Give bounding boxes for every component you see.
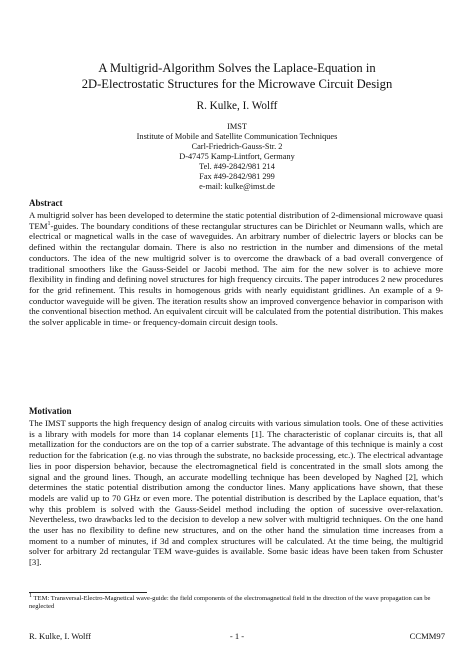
footer-authors: R. Kulke, I. Wolff	[29, 631, 92, 641]
affiliation-city: D-47475 Kamp-Lintfort, Germany	[179, 152, 295, 162]
footnote-marker: 1	[29, 592, 32, 599]
affiliation-block	[40, 122, 434, 192]
affiliation-email: e-mail: kulke@imst.de	[199, 182, 275, 192]
motivation-paragraph: The IMST supports the high frequency design of analog circuits with various simulation tools. One of these activities is a library with models for more than 14 coplanar elements [1]. The characteristic of coplanar circuits is, that all metallization for the conductors are on the top of a carrier substrate. The advantage of this technique is mainly a cost reduction for the fabrication (e.g. no vias through the substrate, no backside processing, etc.). The electrical advantage lies in poor dispersion behavior, because the electromagnetical field is concentrated in the small slots among the signal and the ground lines. Though, an accurate modelling technique has been developed by Naghed [2], which determines the static potential distribution among the conductor lines. Many applications have shown, that these models are valid up to 70 GHz or even more. The potential distribution is described by the Laplace equation, that’s why this problem is solved with the Gauss-Seidel method including the option of sucessive over-relaxation. Nevertheless, two drawbacks led to the decision to develop a new solver with multigrid techniques. On the one hand the user has no flexibility to define new structures, and on the other hand the simulation time increases from a moment to a number of minutes, if 3d and complex structures will be calculated. At the time being, the multigrid solver for arbitrary 2d rectangular TEM wave-guides is available. Some basic ideas have been taken from Schuster [3].	[29, 418, 443, 568]
abstract-text-start: A multigrid solver has been developed to determine the static potential distribution of 2-dimensional microwave quasi TEM	[29, 210, 443, 231]
footnote	[29, 592, 449, 612]
abstract-heading: Abstract	[29, 198, 63, 208]
author-list: R. Kulke, I. Wolff	[196, 100, 278, 112]
paper-title	[40, 60, 434, 92]
footnote-divider	[29, 592, 147, 593]
footnote-ref: 1	[47, 220, 51, 227]
affiliation-tel: Tel. #49-2842/981 214	[199, 162, 275, 172]
affiliation-institute: Institute of Mobile and Satellite Communication Techniques	[136, 132, 338, 142]
abstract-text-rest: -guides. The boundary conditions of these rectangular structures can be Dirichlet or Neumann walls, which are electrical or magnetical walls in the case of waveguides. An arbitrary number of dielectric layers or blocks can be defined within the rectangular domain. There is also no restriction in the number and dimensions of the metal conductors. The idea of the new multigrid solver is to overcome the drawback of a bad overall convergence of traditional smoothers like the Gauss-Seidel or Jacobi method. The aim for the new solver is to achieve more flexibility in finding and defining novel structures for high frequency circuits. The paper introduces 2 new procedures for the grid refinement. This results in homogenous grids with nearly equidistant gridlines. An example of a 9-conductor waveguide will be given. The iteration results show an improved convergence behavior in comparison with the conventional bisection method. An equivalent circuit will be calculated from the potential distribution. This makes the solver applicable in time- or frequency-domain circuit design tools.	[29, 220, 443, 328]
affiliation-fax: Fax #49-2842/981 299	[199, 172, 275, 182]
title-line-2: 2D-Electrostatic Structures for the Microwave Circuit Design	[81, 77, 393, 91]
page-number: - 1 -	[229, 631, 245, 641]
footnote-text: TEM: Transversal-Electro-Magnetical wave-guide: the field components of the electromagnetical field in the direction of the wave propagation can be neglected	[29, 595, 431, 611]
abstract-paragraph	[29, 210, 443, 328]
affiliation-org: IMST	[227, 122, 247, 131]
motivation-heading: Motivation	[29, 406, 72, 416]
title-line-1: A Multigrid-Algorithm Solves the Laplace-Equation in	[98, 61, 376, 75]
footer-conference: CCMM97	[409, 631, 445, 641]
affiliation-street: Carl-Friedrich-Gauss-Str. 2	[191, 142, 283, 152]
